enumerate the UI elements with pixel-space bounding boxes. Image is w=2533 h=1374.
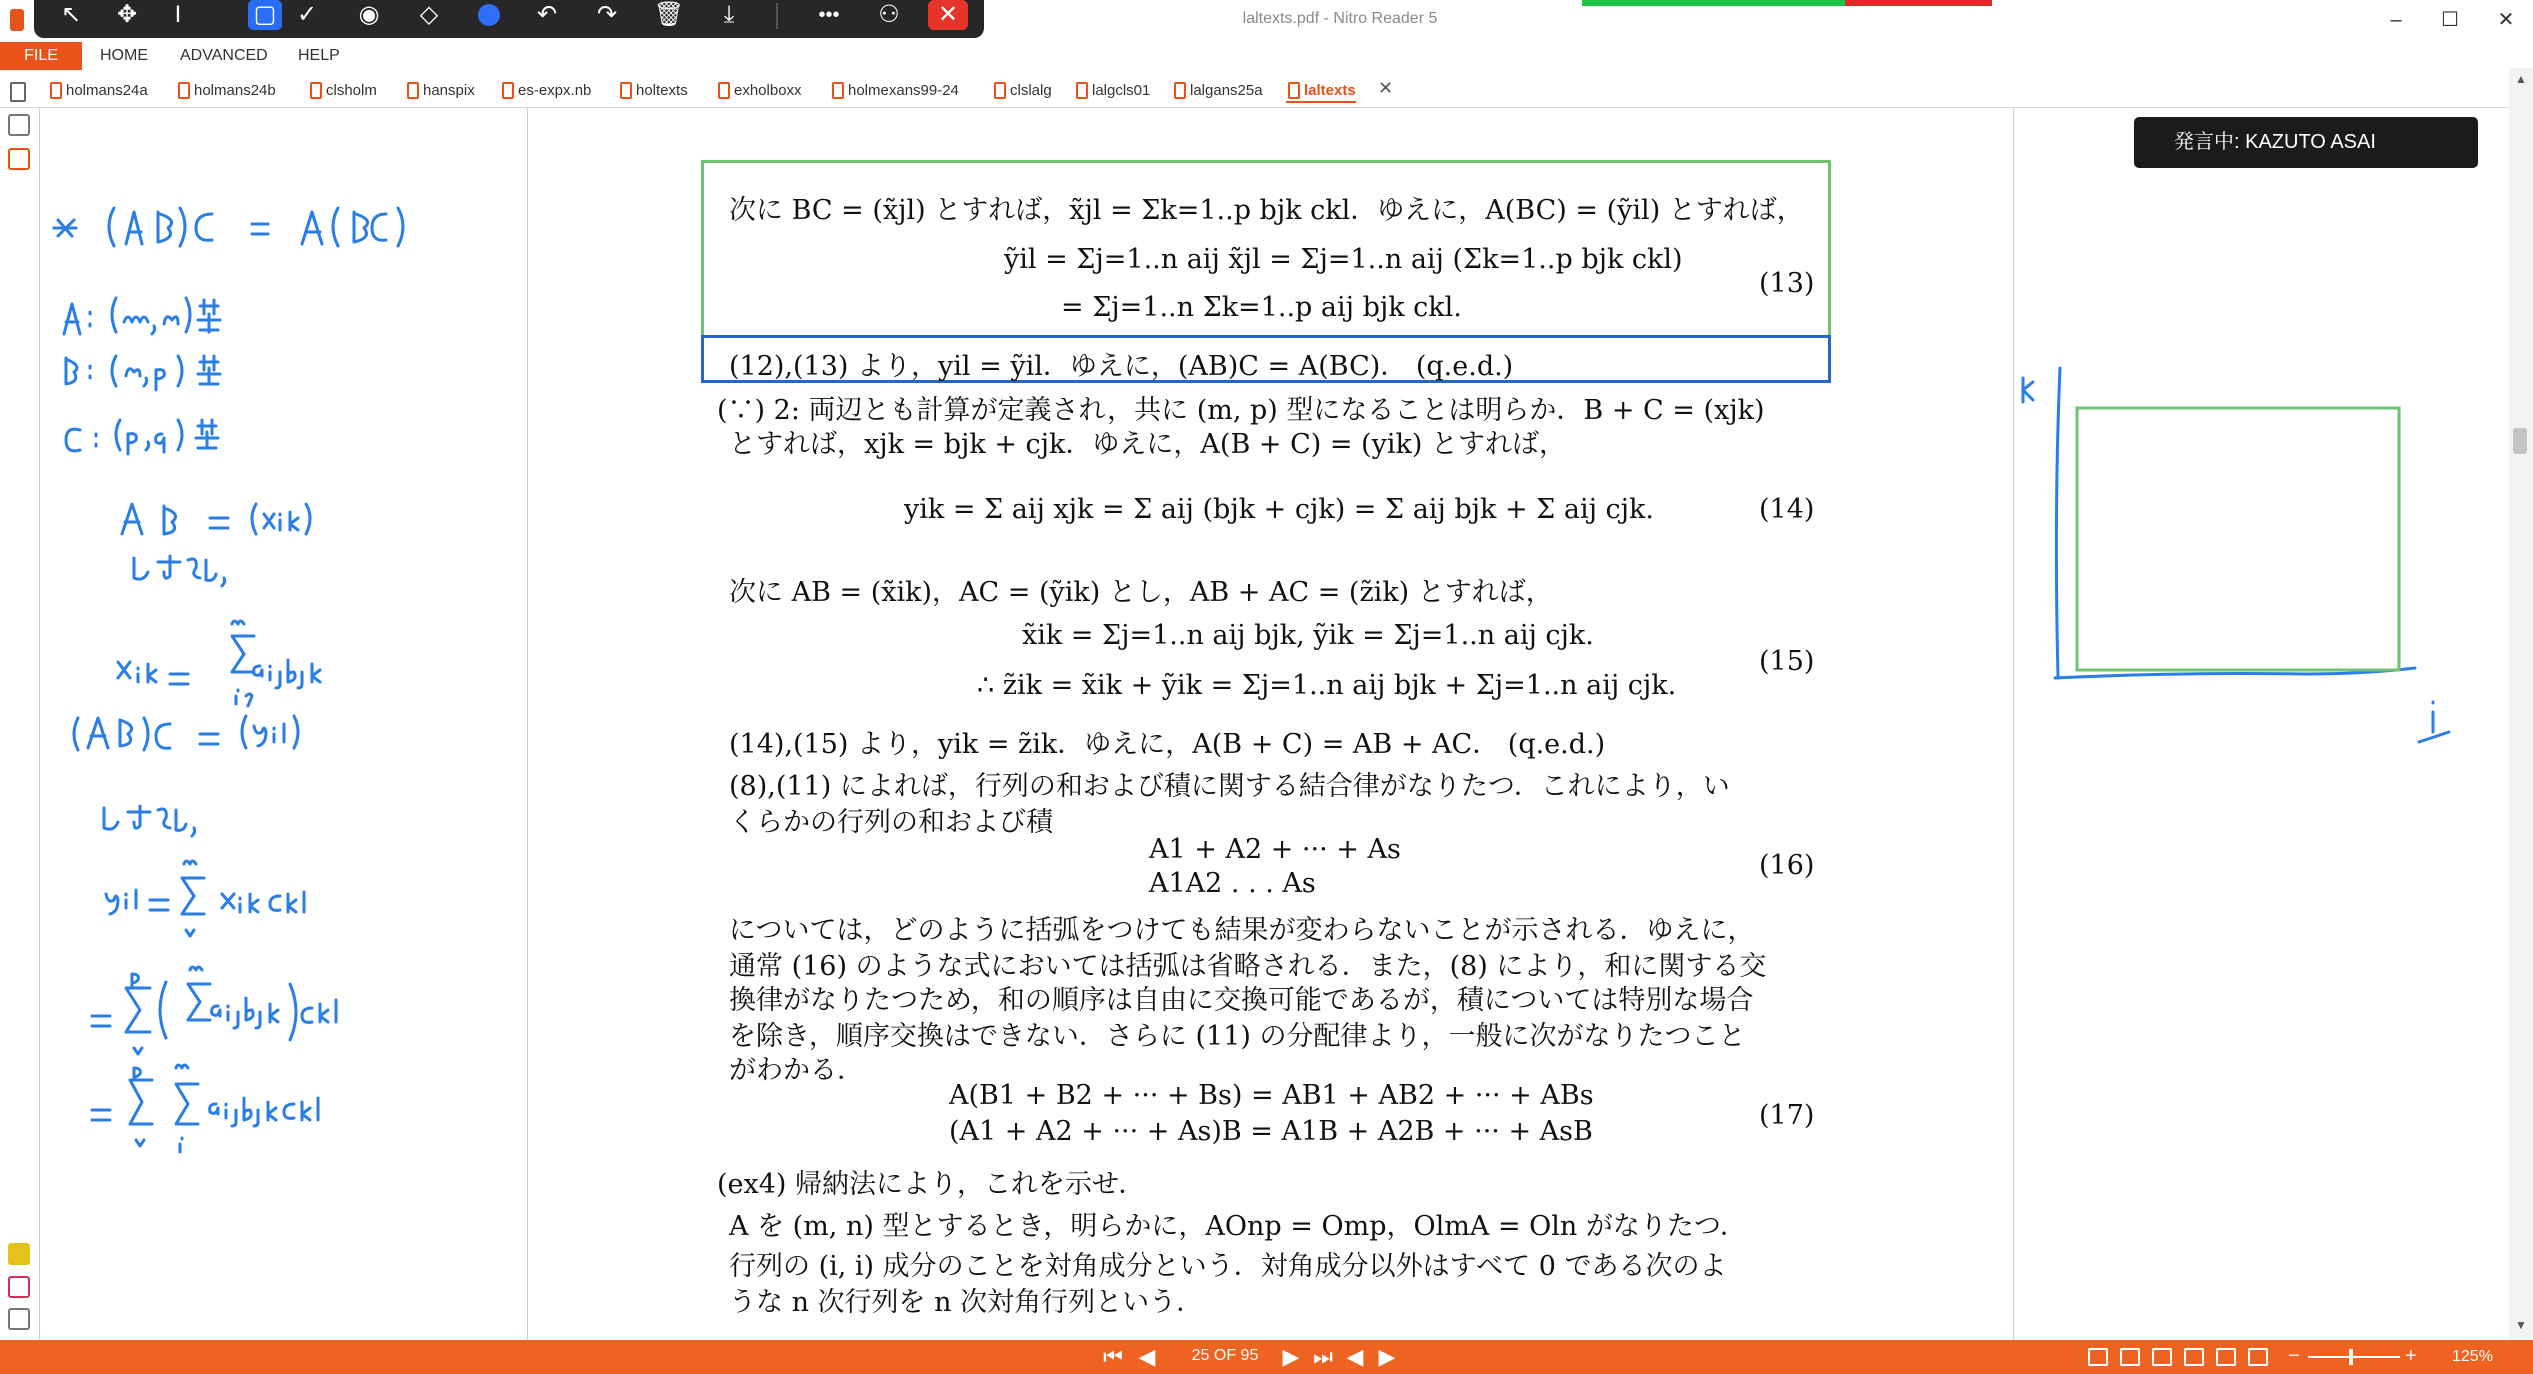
pdf-equation: = Σj=1..n Σk=1..p aij bjk ckl. [1061, 292, 1462, 323]
pdf-equation: yik = Σ aij xjk = Σ aij (bjk + cjk) = Σ aij bjk + Σ aij cjk. [904, 494, 1654, 525]
single-page-view-icon[interactable] [2088, 1348, 2108, 1366]
green-sketch-rectangle [2077, 408, 2399, 670]
last-page-icon[interactable]: ⏭ [1313, 1344, 1333, 1369]
pdf-equation: ∴ z̃ik = x̃ik + ỹik = Σj=1..n aij bjk + Σj=1..n aij cjk. [977, 670, 1677, 701]
pdf-line: (14),(15) より，yik = z̃ik．ゆえに，A(B + C) = AB + AC． (q.e.d.) [729, 729, 1606, 760]
doc-tab[interactable] [500, 79, 591, 103]
equation-number: (17) [1759, 1100, 1815, 1131]
pdf-file-icon [1288, 82, 1300, 99]
doc-tab[interactable] [1074, 79, 1150, 103]
equation-number: (16) [1759, 850, 1815, 881]
tab-home[interactable]: HOME [100, 47, 148, 64]
undo-icon[interactable]: ↶ [536, 1, 558, 28]
tab-help[interactable]: HELP [298, 47, 340, 64]
doc-tab-label: clslalg [1010, 82, 1052, 99]
pdf-equation: ỹil = Σj=1..n aij x̃jl = Σj=1..n aij (Σk=1..p bjk ckl) [1004, 244, 1683, 275]
pdf-line: (∵) 2: 両辺とも計算が定義され，共に (m, p) 型になることは明らか．B + C = (xjk) [717, 395, 1765, 426]
comments-panel-icon[interactable] [8, 1243, 30, 1265]
rectangle-select-icon[interactable]: ▢ [248, 0, 282, 30]
pdf-equation: x̃ik = Σj=1..n aij bjk, ỹik = Σj=1..n aij cjk. [1022, 620, 1594, 651]
pdf-line: くらかの行列の和および積 [729, 807, 1053, 838]
attachments-panel-icon[interactable] [8, 1276, 30, 1298]
status-bar [0, 1340, 2533, 1374]
doc-tab[interactable] [618, 79, 688, 103]
tab-close-icon[interactable]: ✕ [1378, 78, 1394, 98]
document-tab-bar [0, 74, 2533, 108]
first-page-icon[interactable]: ⏮ [1103, 1344, 1123, 1369]
fit-page-icon[interactable] [2216, 1348, 2236, 1366]
pdf-line: (8),(11) によれば，行列の和および積に関する結合律がなりたつ．これにより，い [729, 771, 1730, 802]
output-panel-icon[interactable] [8, 1308, 30, 1330]
toolbar-close-icon[interactable]: ✕ [928, 0, 968, 30]
annotation-toolbar [34, 0, 984, 38]
pdf-equation: A(B1 + B2 + ··· + Bs) = AB1 + AB2 + ··· + ABs [949, 1080, 1594, 1111]
maximize-button[interactable]: ☐ [2441, 9, 2459, 31]
minimize-button[interactable]: – [2390, 9, 2402, 31]
redo-icon[interactable]: ↷ [596, 1, 618, 28]
left-panel-strip [0, 108, 40, 1340]
page-indicator[interactable]: 25 OF 95 [1191, 1347, 1259, 1364]
whiteboard-right[interactable] [2015, 108, 2509, 1340]
pointer-arrow-icon[interactable]: ↖ [60, 1, 82, 28]
pdf-line: 換律がなりたつため，和の順序は自由に交換可能であるが，積については特別な場合 [729, 985, 1754, 1016]
doc-tab[interactable] [405, 79, 475, 103]
checkmark-icon[interactable]: ✓ [296, 1, 318, 28]
color-dot-icon[interactable] [478, 4, 500, 26]
file-menu-button[interactable]: FILE [0, 42, 82, 70]
pdf-equation: A1A2 . . . As [1149, 868, 1316, 899]
back-view-icon[interactable]: ◀ [1346, 1344, 1364, 1369]
window-title: laltexts.pdf - Nitro Reader 5 [1242, 10, 1438, 27]
doc-tab-label: hanspix [423, 82, 475, 99]
doc-tab-label: exholboxx [734, 82, 802, 99]
pdf-equation: A1 + A2 + ··· + As [1149, 834, 1401, 865]
pdf-line: 通常 (16) のような式においては括弧は省略される．また，(8) により，和に関する交 [729, 951, 1767, 982]
pdf-line: A を (m, n) 型とするとき，明らかに，AOnp = Omp，OlmA = Oln がなりたつ． [729, 1211, 1747, 1242]
pdf-file-icon [407, 82, 419, 99]
pdf-file-icon [832, 82, 844, 99]
trash-icon[interactable]: 🗑 [653, 1, 685, 28]
pdf-line: (12),(13) より，yil = ỹil．ゆえに，(AB)C = A(BC)． (q.e.d.) [729, 351, 1514, 382]
fit-width-icon[interactable] [2248, 1348, 2268, 1366]
bookmarks-panel-icon[interactable] [8, 148, 30, 170]
presenter-status-strip [1582, 0, 1992, 6]
scroll-down-icon[interactable]: ▼ [2515, 1318, 2527, 1332]
pdf-file-icon [718, 82, 730, 99]
pdf-file-icon [178, 82, 190, 99]
text-cursor-icon[interactable]: I [174, 1, 182, 28]
doc-tab[interactable] [308, 79, 377, 103]
doc-tab[interactable] [992, 79, 1052, 103]
tab-advanced[interactable]: ADVANCED [180, 47, 268, 64]
facing-view-icon[interactable] [2152, 1348, 2172, 1366]
speaker-badge: 発言中: KAZUTO ASAI [2134, 117, 2478, 168]
zoom-slider-thumb[interactable] [2349, 1349, 2353, 1365]
equation-number: (13) [1759, 268, 1815, 299]
download-icon[interactable]: ⤓ [723, 1, 735, 28]
zoom-level[interactable]: 125% [2452, 1348, 2493, 1365]
doc-tab[interactable] [176, 79, 276, 103]
pdf-file-icon [620, 82, 632, 99]
zoom-slider[interactable] [2308, 1356, 2400, 1358]
pdf-line: うな n 次行列を n 次対角行列という． [729, 1287, 1204, 1318]
nitro-logo-icon [10, 9, 24, 31]
doc-tab-label: holtexts [636, 82, 688, 99]
pdf-file-icon [994, 82, 1006, 99]
equation-number: (14) [1759, 494, 1815, 525]
doc-tab[interactable] [716, 79, 802, 103]
doc-tab-label: holmans24b [194, 82, 276, 99]
doc-tab-label: clsholm [326, 82, 377, 99]
doc-tab-active[interactable] [1286, 79, 1356, 103]
whiteboard-left[interactable] [40, 108, 528, 1340]
doc-tab-label: lalgans25a [1190, 82, 1263, 99]
handwriting-left [40, 108, 528, 1340]
pdf-line: については，どのように括弧をつけても結果が変わらないことが示される．ゆえに， [729, 915, 1755, 946]
move-cross-icon[interactable]: ✥ [116, 1, 138, 28]
doc-tab[interactable] [830, 79, 959, 103]
user-settings-icon[interactable]: ⚇ [878, 1, 900, 28]
close-button[interactable]: ✕ [2497, 9, 2515, 31]
pages-panel-icon[interactable] [8, 114, 30, 136]
eraser-icon[interactable]: ◇ [419, 1, 439, 28]
equation-number: (15) [1759, 646, 1815, 677]
pdf-file-icon [1174, 82, 1186, 99]
pdf-file-icon [1076, 82, 1088, 99]
zoom-out-icon[interactable]: − [2288, 1345, 2300, 1367]
facing-continuous-view-icon[interactable] [2184, 1348, 2204, 1366]
scroll-up-icon[interactable]: ▲ [2515, 72, 2527, 86]
page-list-icon[interactable] [10, 82, 26, 102]
forward-view-icon[interactable]: ▶ [1378, 1344, 1396, 1369]
zoom-in-icon[interactable]: + [2405, 1345, 2417, 1367]
pdf-line: (ex4) 帰納法により，これを示せ． [717, 1169, 1146, 1200]
continuous-view-icon[interactable] [2120, 1348, 2140, 1366]
previous-page-icon[interactable]: ◀ [1138, 1344, 1156, 1369]
pdf-file-icon [310, 82, 322, 99]
pdf-line: とすれば，xjk = bjk + cjk．ゆえに，A(B + C) = (yik) とすれば， [729, 429, 1566, 460]
pdf-equation: (A1 + A2 + ··· + As)B = A1B + A2B + ··· + AsB [949, 1116, 1593, 1147]
doc-tab-label: holmexans99-24 [848, 82, 959, 99]
pdf-file-icon [502, 82, 514, 99]
doc-tab[interactable] [48, 79, 148, 103]
doc-tab-label: es-expx.nb [518, 82, 592, 99]
highlighter-icon[interactable]: ◉ [358, 1, 380, 28]
pdf-line: を除き，順序交換はできない．さらに (11) の分配律より，一般に次がなりたつこと [729, 1021, 1746, 1052]
scroll-thumb[interactable] [2513, 428, 2527, 454]
next-page-icon[interactable]: ▶ [1282, 1344, 1300, 1369]
ribbon-menu [0, 40, 2533, 72]
pdf-line: 次に BC = (x̃jl) とすれば，x̃jl = Σk=1..p bjk ckl．ゆえに，A(BC) = (ỹil) とすれば， [729, 195, 1804, 226]
vertical-scrollbar[interactable] [2509, 68, 2533, 1340]
handwriting-right [2015, 108, 2509, 808]
pdf-line: がわかる． [729, 1055, 864, 1086]
document-viewport[interactable] [529, 108, 2014, 1340]
doc-tab-label: lalgcls01 [1092, 82, 1151, 99]
pdf-line: 行列の (i, i) 成分のことを対角成分という．対角成分以外はすべて 0 である次のよ [729, 1251, 1727, 1282]
pdf-line: 次に AB = (x̃ik)，AC = (ỹik) とし，AB + AC = (z̃ik) とすれば， [729, 577, 1553, 608]
pdf-page [529, 108, 2014, 1340]
pdf-file-icon [50, 82, 62, 99]
toolbar-separator [776, 3, 778, 29]
doc-tab-label: laltexts [1304, 82, 1356, 99]
more-icon[interactable]: ••• [818, 4, 840, 26]
doc-tab-label: holmans24a [66, 82, 148, 99]
doc-tab[interactable] [1172, 79, 1263, 103]
